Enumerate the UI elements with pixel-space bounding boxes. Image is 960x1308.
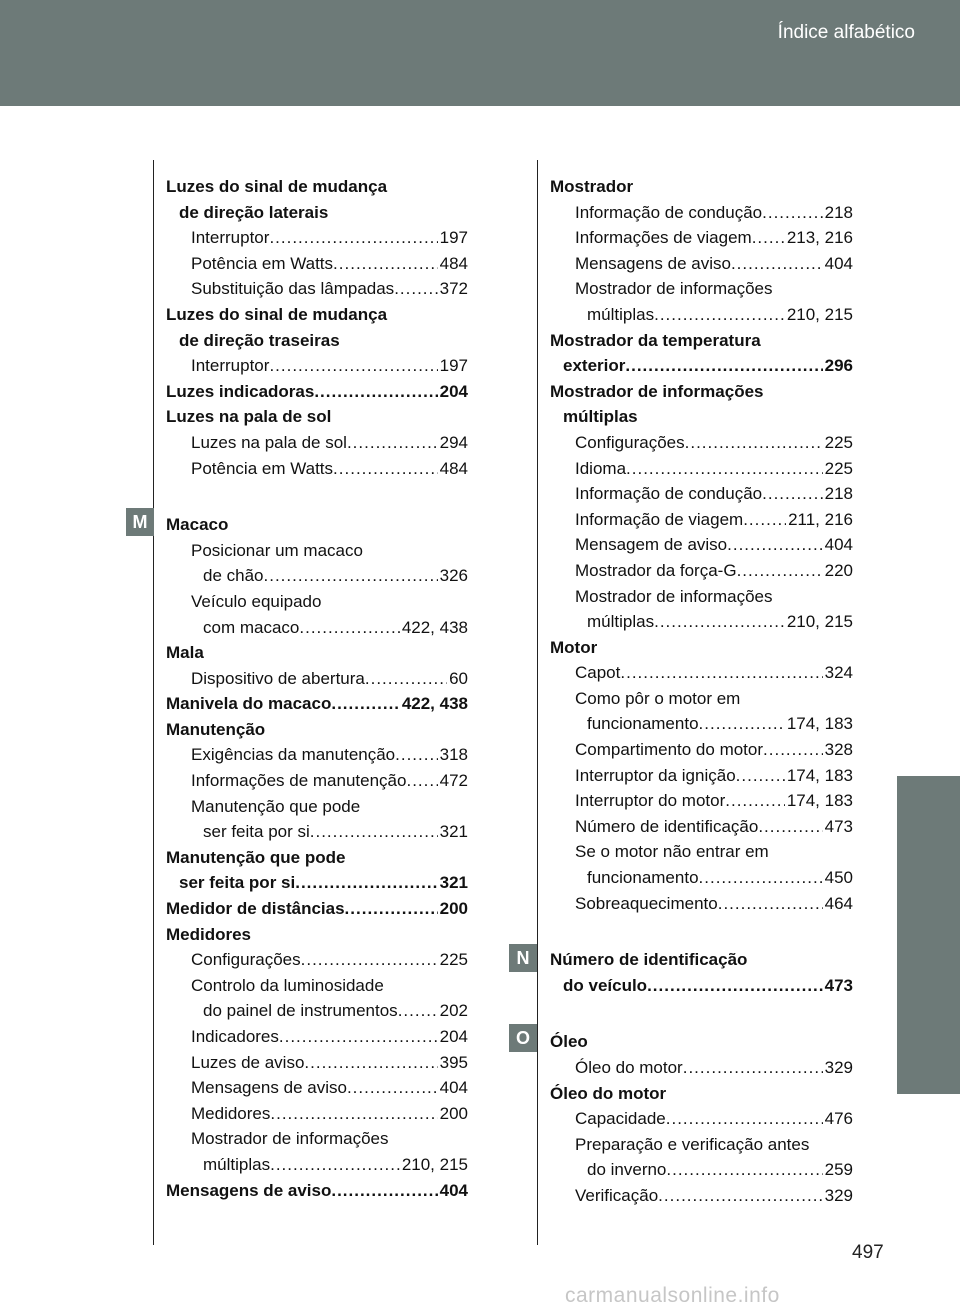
index-entry (550, 737, 853, 763)
index-entry-term: funcionamento (587, 868, 699, 888)
index-entry (166, 1126, 468, 1152)
index-entry-page: 404 (439, 1180, 468, 1200)
watermark: carmanualsonline.info (565, 1284, 780, 1307)
index-entry-term: Verificação (575, 1185, 659, 1205)
index-entry-page: 210, 215 (786, 612, 853, 632)
index-entry-term: Óleo do motor (575, 1058, 683, 1077)
index-entry (166, 404, 468, 430)
index-entry-page: 484 (439, 458, 468, 478)
index-entry (166, 896, 468, 922)
index-entry (550, 456, 853, 482)
index-entry (550, 788, 853, 814)
dot-leader (279, 1024, 438, 1050)
dot-leader (347, 1075, 438, 1101)
index-entry-page: 464 (824, 893, 853, 913)
index-entry (550, 225, 853, 251)
section-gap (550, 916, 853, 947)
index-entry (166, 379, 468, 405)
index-entry-page: 473 (824, 816, 853, 836)
left-divider-line (153, 160, 154, 1245)
index-entry-page: 259 (824, 1160, 853, 1180)
right-divider-line (537, 160, 538, 1245)
index-entry-page: 174, 183 (786, 714, 853, 734)
index-entry-term: Luzes do sinal de mudança (166, 177, 388, 196)
index-entry (166, 430, 468, 456)
dot-leader (394, 276, 437, 302)
index-entry-term: Luzes de aviso (191, 1052, 305, 1072)
index-entry-page: 318 (439, 745, 468, 765)
index-entry-term: Mensagem de aviso (575, 535, 728, 555)
dot-leader (331, 1178, 437, 1204)
index-entry (550, 609, 853, 635)
index-entry (550, 481, 853, 507)
dot-leader (743, 507, 786, 533)
index-entry-page: 422, 438 (401, 694, 468, 714)
side-index-tab (897, 776, 960, 1094)
index-entry-page: 422, 438 (401, 617, 468, 637)
index-entry-term: Preparação e verificação antes (575, 1134, 810, 1154)
index-entry (166, 742, 468, 768)
index-entry (550, 558, 853, 584)
dot-leader (625, 353, 822, 379)
index-entry-page: 321 (439, 873, 468, 893)
index-entry-page: 60 (449, 668, 468, 688)
section-letter-o: O (509, 1024, 537, 1052)
dot-leader (345, 896, 438, 922)
index-entry (166, 691, 468, 717)
index-entry (550, 1029, 853, 1055)
index-entry-term: Configurações (191, 950, 301, 970)
index-entry-term: Número de identificação (575, 816, 759, 836)
index-entry-page: 200 (439, 1103, 468, 1123)
page-header (0, 0, 960, 106)
index-entry-term: Motor (550, 637, 598, 657)
index-entry-term: Exigências da manutenção (191, 745, 396, 765)
index-entry-term: Interruptor (191, 228, 270, 248)
index-entry-page: 328 (824, 740, 853, 760)
index-entry (550, 251, 853, 277)
index-entry-term: Posicionar um macaco (191, 540, 363, 560)
index-entry-term: Luzes na pala de sol (191, 432, 347, 452)
index-entry-page: 218 (824, 484, 853, 504)
index-entry-page: 210, 215 (786, 304, 853, 324)
index-entry-term: Informações de viagem (575, 228, 752, 248)
index-entry-page: 404 (439, 1078, 468, 1098)
section-gap (166, 481, 468, 512)
index-entry-term: Mostrador de informações (191, 1129, 389, 1149)
index-entry-term: Capot (575, 663, 621, 683)
dot-leader (763, 737, 823, 763)
index-entry-page: 197 (439, 356, 468, 376)
dot-leader (699, 711, 785, 737)
section-letter-m: M (126, 508, 154, 536)
section-gap (550, 998, 853, 1029)
index-entry-page: 225 (824, 458, 853, 478)
dot-leader (727, 532, 822, 558)
dot-leader (718, 891, 823, 917)
dot-leader (269, 353, 437, 379)
index-entry-term: Capacidade (575, 1109, 666, 1129)
index-entry (166, 538, 468, 564)
index-entry (550, 276, 853, 302)
index-entry (166, 615, 468, 641)
index-entry (166, 1050, 468, 1076)
dot-leader (725, 788, 785, 814)
index-entry-term: Número de identificação (550, 950, 748, 970)
index-entry-page: 472 (439, 771, 468, 791)
dot-leader (333, 456, 438, 482)
index-entry (166, 1024, 468, 1050)
index-entry-page: 476 (824, 1109, 853, 1129)
dot-leader (301, 947, 438, 973)
index-entry-term: Informação de viagem (575, 509, 744, 529)
index-entry-page: 225 (439, 950, 468, 970)
index-entry-term: Mostrador (550, 177, 634, 196)
index-entry-term: Controlo da luminosidade (191, 975, 384, 995)
index-entry (166, 328, 468, 354)
dot-leader (331, 691, 399, 717)
index-entry-term: do painel de instrumentos (203, 1001, 398, 1021)
dot-leader (406, 768, 437, 794)
index-entry (166, 200, 468, 226)
page-header-title: Índice alfabético (777, 22, 915, 43)
index-entry-term: de direção traseiras (179, 330, 340, 350)
index-entry-page: 174, 183 (786, 765, 853, 785)
index-entry-term: Luzes indicadoras (166, 381, 315, 401)
dot-leader (762, 200, 823, 226)
index-entry (550, 200, 853, 226)
index-entry (166, 819, 468, 845)
dot-leader (314, 379, 437, 405)
index-entry-term: Como pôr o motor em (575, 688, 741, 708)
index-entry-term: Manutenção que pode (191, 796, 361, 816)
dot-leader (333, 251, 438, 277)
index-entry-term: Dispositivo de abertura (191, 668, 365, 688)
index-entry-term: ser feita por si (203, 822, 310, 842)
index-entry (550, 1183, 853, 1209)
index-entry-term: Mensagens de aviso (191, 1078, 347, 1098)
index-entry (550, 660, 853, 686)
index-entry (166, 563, 468, 589)
index-entry (550, 584, 853, 610)
index-entry (166, 973, 468, 999)
index-entry-term: Mostrador de informações (575, 586, 773, 606)
index-entry-term: exterior (563, 356, 626, 376)
index-entry-term: Veículo equipado (191, 591, 322, 611)
index-entry-term: Idioma (575, 458, 627, 478)
index-entry-term: Medidores (191, 1103, 271, 1123)
index-entry-term: de direção laterais (179, 202, 329, 222)
index-entry-page: 204 (439, 1027, 468, 1046)
index-entry (550, 328, 853, 354)
dot-leader (295, 870, 437, 896)
index-entry (166, 456, 468, 482)
index-entry-term: do veículo (563, 975, 648, 995)
index-entry (550, 532, 853, 558)
index-entry-page: 395 (439, 1052, 468, 1072)
index-entry-page: 211, 216 (788, 509, 853, 529)
dot-leader (685, 430, 823, 456)
index-entry-page: 200 (439, 899, 468, 919)
dot-leader (736, 763, 785, 789)
index-entry (550, 507, 853, 533)
index-entry (166, 225, 468, 251)
index-entry-term: Manutenção (166, 719, 266, 739)
index-entry-term: Interruptor (191, 356, 270, 376)
dot-leader (737, 558, 823, 584)
index-entry-page: 210, 215 (401, 1154, 468, 1174)
dot-leader (666, 1106, 823, 1132)
index-entry-page: 329 (824, 1058, 853, 1077)
index-entry (550, 973, 853, 999)
index-entry-term: Potência em Watts (191, 253, 334, 273)
dot-leader (683, 1055, 823, 1081)
index-entry-term: Medidor de distâncias (166, 899, 345, 919)
index-entry-page: 204 (439, 381, 468, 401)
index-entry-term: Mensagens de aviso (166, 1180, 332, 1200)
dot-leader (647, 973, 823, 999)
index-entry-term: Informação de condução (575, 484, 763, 504)
index-entry-term: do inverno (587, 1160, 667, 1180)
index-entry (166, 947, 468, 973)
index-entry (550, 1106, 853, 1132)
index-entry-term: Macaco (166, 515, 229, 535)
dot-leader (666, 1157, 822, 1183)
index-entry-term: Substituição das lâmpadas (191, 279, 395, 299)
index-entry (166, 589, 468, 615)
index-entry (166, 666, 468, 692)
index-entry (550, 635, 853, 661)
index-entry-term: Interruptor da ignição (575, 765, 736, 785)
index-entry (166, 794, 468, 820)
index-entry-page: 450 (824, 868, 853, 888)
index-entry-term: Compartimento do motor (575, 740, 764, 760)
index-entry (166, 512, 468, 538)
index-entry-page: 372 (439, 279, 468, 299)
index-entry-page: 225 (824, 432, 853, 452)
dot-leader (365, 666, 447, 692)
index-entry-term: Se o motor não entrar em (575, 842, 769, 862)
index-entry-term: com macaco (203, 617, 300, 637)
index-entry-term: Óleo do motor (550, 1083, 667, 1103)
index-entry (550, 353, 853, 379)
index-entry-term: múltiplas (203, 1154, 271, 1174)
index-entry-page: 329 (824, 1185, 853, 1205)
dot-leader (398, 998, 438, 1024)
index-entry-term: Mala (166, 643, 204, 663)
page-number: 497 (852, 1242, 884, 1263)
index-entry-term: múltiplas (587, 304, 655, 324)
index-entry-term: Potência em Watts (191, 458, 334, 478)
index-entry (550, 814, 853, 840)
index-column-left (166, 174, 468, 1203)
index-entry (166, 845, 468, 871)
index-entry-term: Mensagens de aviso (575, 253, 731, 273)
index-entry-term: Interruptor do motor (575, 791, 726, 811)
dot-leader (731, 251, 823, 277)
index-entry (550, 1132, 853, 1158)
index-entry-term: Medidores (166, 924, 252, 944)
index-entry-page: 484 (439, 253, 468, 273)
dot-leader (270, 1101, 437, 1127)
index-entry-term: Luzes do sinal de mudança (166, 304, 388, 324)
dot-leader (752, 225, 785, 251)
index-entry-page: 404 (824, 535, 853, 555)
index-entry (166, 174, 468, 200)
index-entry-page: 213, 216 (786, 228, 853, 248)
index-entry-term: Manivela do macaco (166, 694, 332, 714)
index-entry (550, 1055, 853, 1081)
dot-leader (395, 742, 437, 768)
index-entry (166, 353, 468, 379)
index-entry-page: 321 (439, 822, 468, 842)
dot-leader (620, 660, 822, 686)
dot-leader (654, 302, 785, 328)
index-entry-page: 404 (824, 253, 853, 273)
dot-leader (758, 814, 822, 840)
index-entry-page: 174, 183 (786, 791, 853, 811)
section-letter-n: N (509, 944, 537, 972)
index-entry (166, 1152, 468, 1178)
index-entry (550, 404, 853, 430)
index-entry (166, 251, 468, 277)
index-entry-term: múltiplas (563, 407, 638, 427)
dot-leader (762, 481, 823, 507)
index-entry-page: 473 (824, 975, 853, 995)
index-entry-page: 218 (824, 202, 853, 222)
index-entry-term: Óleo (550, 1032, 588, 1052)
index-entry (550, 686, 853, 712)
index-entry-term: Informação de condução (575, 202, 763, 222)
index-entry-term: funcionamento (587, 714, 699, 734)
index-entry-page: 197 (439, 228, 468, 248)
index-entry (550, 763, 853, 789)
index-entry-term: Sobreaquecimento (575, 893, 718, 913)
dot-leader (658, 1183, 822, 1209)
index-entry-term: múltiplas (587, 612, 655, 632)
dot-leader (310, 819, 438, 845)
index-entry (166, 870, 468, 896)
index-entry (550, 865, 853, 891)
dot-leader (347, 430, 438, 456)
index-entry (550, 302, 853, 328)
index-entry (550, 1081, 853, 1107)
index-entry-term: Luzes na pala de sol (166, 407, 332, 427)
dot-leader (654, 609, 785, 635)
index-entry (166, 922, 468, 948)
index-entry-term: Configurações (575, 432, 685, 452)
index-entry (550, 174, 853, 200)
index-entry-term: Mostrador da força-G (575, 560, 737, 580)
index-entry-page: 220 (824, 560, 853, 580)
index-entry-term: Mostrador de informações (575, 279, 773, 299)
dot-leader (270, 1152, 400, 1178)
index-entry (166, 640, 468, 666)
dot-leader (626, 456, 823, 482)
index-entry-page: 324 (824, 663, 853, 683)
index-entry (166, 276, 468, 302)
index-entry (166, 1101, 468, 1127)
index-entry (166, 768, 468, 794)
index-entry-page: 326 (439, 566, 468, 586)
dot-leader (304, 1050, 437, 1076)
index-entry-term: ser feita por si (179, 873, 296, 893)
dot-leader (299, 615, 399, 641)
index-entry (550, 430, 853, 456)
index-entry (550, 711, 853, 737)
dot-leader (699, 865, 823, 891)
index-entry (166, 717, 468, 743)
dot-leader (264, 563, 438, 589)
index-entry (166, 998, 468, 1024)
index-entry (166, 1075, 468, 1101)
index-entry-term: Manutenção que pode (166, 847, 346, 867)
index-entry (550, 379, 853, 405)
index-entry (550, 947, 853, 973)
index-entry-page: 294 (439, 432, 468, 452)
index-entry-term: Mostrador de informações (550, 381, 764, 401)
index-column-right (550, 174, 853, 1209)
index-entry-term: de chão (203, 566, 264, 586)
index-entry-term: Indicadores (191, 1027, 279, 1046)
index-entry (166, 302, 468, 328)
index-entry (550, 839, 853, 865)
index-entry (166, 1178, 468, 1204)
dot-leader (269, 225, 437, 251)
index-entry (550, 891, 853, 917)
index-entry-term: Informações de manutenção (191, 771, 407, 791)
index-entry-page: 296 (824, 356, 853, 376)
index-entry (550, 1157, 853, 1183)
index-entry-term: Mostrador da temperatura (550, 330, 761, 350)
index-entry-page: 202 (439, 1001, 468, 1021)
